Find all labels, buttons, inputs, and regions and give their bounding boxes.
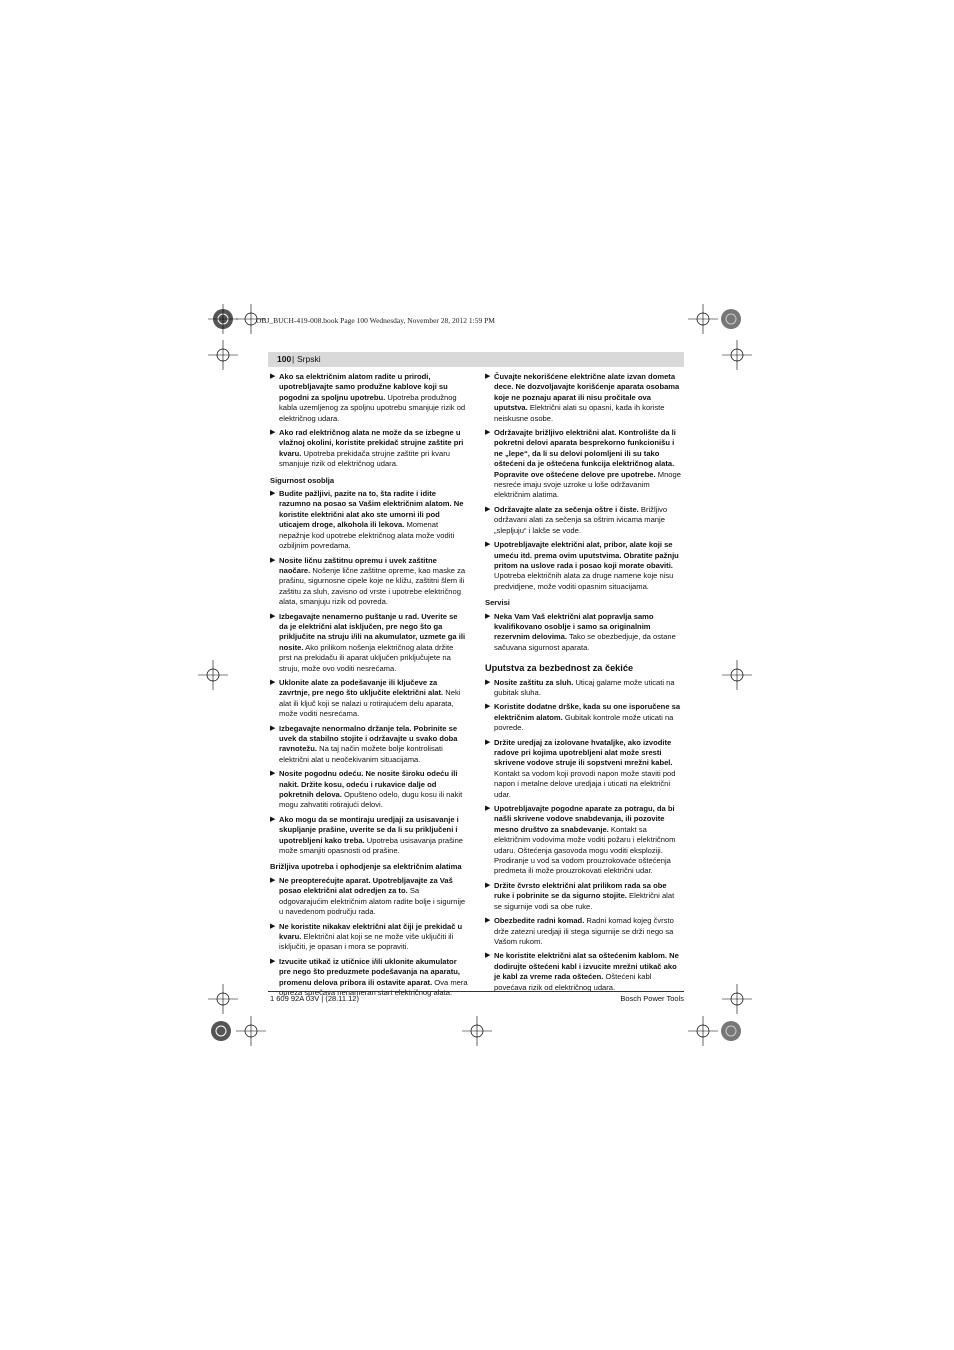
item-text: Ako prilikom nošenja električnog alata držite prst na prekidaču ili aparat uključen priključujete na struju, može ovo voditi nesrećama.: [279, 642, 454, 673]
left-column: [270, 372, 468, 1002]
item-emphasis: Nosite pogodnu odeću. Ne nosite široku odeću ili nakit. Držite kosu, odeću i rukavice dalje od pokretnih delova.: [279, 769, 458, 800]
list-item: [485, 951, 683, 993]
list-item: [270, 922, 468, 953]
list: [270, 489, 468, 856]
list-item: [485, 881, 683, 912]
item-emphasis: Ako mogu da se montiraju uredjaji za usisavanje i skupljanje prašine, uverite se da li su priključeni i upotrebljeni kako treba.: [279, 814, 459, 845]
list-item: [270, 815, 468, 857]
bullet-triangle-icon: ▶: [485, 881, 491, 889]
item-text: Električni alat koji se ne može više uključiti ili isključiti, je opasan i mora se popraviti.: [279, 931, 454, 952]
bullet-triangle-icon: ▶: [485, 678, 491, 686]
bullet-triangle-icon: ▶: [485, 429, 491, 437]
item-emphasis: Držite čvrsto električni alat prilikom rada sa obe ruke i pobrinite se da sigurno stojite.: [494, 880, 667, 901]
item-text: Ova mera opreza sprečava nenameran start električnog alata.: [279, 977, 468, 997]
list-item: [485, 372, 683, 424]
list: [485, 678, 683, 993]
footer-brand: Bosch Power Tools: [620, 994, 684, 1003]
list-item: [485, 540, 683, 592]
bullet-triangle-icon: ▶: [485, 917, 491, 925]
item-emphasis: Izbegavajte nenamerno puštanje u rad. Uverite se da je električni alat isključen, pre nego što ga priključite na struju i/ili na akumulator, uzmete ga ili nosite.: [279, 611, 466, 652]
header-language: Srpski: [297, 354, 321, 364]
item-emphasis: Ako sa električnim alatom radite u prirodi, upotrebljavajte samo produžne kablove koji su pogodni za spoljnu upotrebu.: [279, 372, 448, 402]
item-emphasis: Ne koristite električni alat sa oštećenim kablom. Ne dodirujte oštećeni kabl i izvucite mrežni utikač ako je kabl za vreme rada oštećen.: [494, 951, 679, 982]
list-item: [485, 678, 683, 699]
bullet-triangle-icon: ▶: [270, 876, 276, 884]
list-item: [270, 678, 468, 720]
item-emphasis: Budite pažljivi, pazite na to, šta radite i idite razumno na posao sa Vašim električnim alatom. Ne koristite električni alat ako ste umorni ili pod uticajem droge, alkohola ili lekova.: [279, 489, 464, 530]
item-text: Radni komad kojeg čvrsto drže zatezni uredjaji ili stega sigurnije se drži nego sa Vašom rukom.: [494, 916, 674, 946]
registration-mark-icon: [208, 984, 238, 1014]
list-item: [485, 738, 683, 800]
bullet-triangle-icon: ▶: [270, 429, 276, 437]
section-heading: Sigurnost osoblja: [270, 475, 335, 485]
registration-mark-icon: [198, 660, 228, 690]
item-text: Momenat nepažnje kod upotrebe električnog alata može voditi ozbiljnim povredama.: [279, 520, 455, 551]
bullet-triangle-icon: ▶: [270, 770, 276, 778]
list-item: [270, 876, 468, 918]
bullet-triangle-icon: ▶: [485, 373, 491, 380]
item-text: Oštećeni kabl povećava rizik od električnog udara.: [494, 972, 652, 992]
item-emphasis: Neka Vam Vaš električni alat popravlja samo kvalifikovano osoblje i samo sa originalnim rezervnim delovima.: [494, 611, 654, 642]
item-emphasis: Izvucite utikač iz utičnice i/ili uklonite akumulator pre nego što preduzmete podešavanja na aparatu, promenu delova pribora ili ostavite aparat.: [279, 956, 461, 987]
page-header: [268, 352, 684, 367]
item-text: Nošenje lične zaštitne opreme, kao maske za prašinu, sigurnosne cipele koje ne kližu, zaštitni šlem ili zaštitu za sluh, zavisno od vrste i upotrebe električnog alata, smanjuju rizik od povreda.: [279, 565, 466, 607]
bullet-triangle-icon: ▶: [270, 490, 276, 498]
registration-mark-icon: [462, 1016, 492, 1046]
item-emphasis: Izbegavajte nenormalno držanje tela. Pobrinite se uvek da stabilno stojite i održavajte u svako doba ravnotežu.: [279, 723, 458, 754]
item-emphasis: Koristite dodatne drške, kada su one isporučene sa električnim alatom.: [494, 702, 681, 722]
footer-rule: [268, 991, 684, 992]
list-item: [485, 505, 683, 536]
bullet-triangle-icon: ▶: [485, 612, 491, 620]
list-item: [270, 724, 468, 766]
registration-mark-icon: [206, 1016, 236, 1046]
item-text: Brižljivo održavani alati za sečenja sa oštrim ivicama manje „slepljuju“ i lakše se vode.: [494, 504, 668, 535]
registration-mark-icon: [716, 304, 746, 334]
bullet-triangle-icon: ▶: [485, 541, 491, 549]
item-text: Električni alati su opasni, kada ih koriste neiskusne osobe.: [494, 403, 665, 423]
registration-mark-icon: [722, 660, 752, 690]
registration-mark-icon: [236, 1016, 266, 1046]
item-emphasis: Održavajte alate za sečenja oštre i čiste.: [494, 504, 639, 514]
item-text: Upotreba prekidača strujne zaštite pri kvaru smanjuje rizik od električnog udara.: [279, 448, 450, 469]
item-emphasis: Držite uredjaj za izolovane hvataljke, ako izvodite radove pri kojima upotrebljeni alat može sresti skrivene vodove struje ili sopstveni mrežni kabel.: [494, 737, 673, 768]
bullet-triangle-icon: ▶: [485, 505, 491, 513]
bullet-triangle-icon: ▶: [270, 678, 276, 686]
list-item: [270, 957, 468, 999]
bullet-triangle-icon: ▶: [270, 612, 276, 620]
item-text: Upotreba usisavanja prašine može smanjiti opasnosti od prašine.: [279, 835, 464, 856]
bullet-triangle-icon: ▶: [485, 703, 491, 711]
list-item: [270, 428, 468, 470]
item-text: Na taj način možete bolje kontrolisati električni alat u neočekivanim situacijama.: [279, 744, 443, 764]
item-emphasis: Čuvajte nekorišćene električne alate izvan dometa dece. Ne dozvoljavajte korišćenje aparata osobama koje ne poznaju aparat ili nisu pročitale ova uputstva.: [494, 372, 680, 413]
registration-mark-icon: [722, 984, 752, 1014]
registration-mark-icon: [716, 1016, 746, 1046]
item-emphasis: Uklonite alate za podešavanje ili ključeve za zavrtnje, pre nego što uključite električni alat.: [279, 677, 444, 698]
item-text: Električni alat se sigurnije vodi sa obe ruke.: [494, 891, 675, 911]
list-item: [485, 916, 683, 947]
bullet-triangle-icon: ▶: [270, 556, 276, 564]
registration-mark-icon: [208, 340, 238, 370]
page-number: 100: [277, 354, 292, 364]
item-emphasis: Održavajte brižljivo električni alat. Kontrolište da li pokretni delovi aparata besprekorno funkcionišu i ne „lepe“, da li su delovi polomljeni ili su tako oštećeni da je oštećena funkcija električnog alata. Popravite ove oštećene delove pre upotrebe.: [494, 428, 676, 479]
item-text: Uticaj galame može uticati na gubitak sluha.: [494, 677, 675, 697]
item-emphasis: Nosite zaštitu za sluh.: [494, 677, 574, 687]
bullet-triangle-icon: ▶: [485, 952, 491, 960]
bullet-triangle-icon: ▶: [270, 373, 276, 380]
registration-mark-icon: [236, 304, 266, 334]
item-text: Opušteno odelo, dugu kosu ili nakit mogu zahvatiti rotirajući delovi.: [279, 790, 463, 810]
print-slug: OBJ_BUCH-419-008.book Page 100 Wednesday, November 28, 2012 1:59 PM: [256, 316, 495, 325]
list-item: [485, 428, 683, 501]
registration-mark-icon: [688, 1016, 718, 1046]
list-item: [270, 769, 468, 811]
registration-mark-icon: [688, 304, 718, 334]
list: [485, 612, 683, 654]
list-item: [270, 556, 468, 608]
bullet-triangle-icon: ▶: [485, 738, 491, 746]
item-text: Kontakt sa električnim vodovima može voditi požaru i električnom udaru. Oštećenja gasovoda mogu voditi eksploziji. Prodiranje u vod sa vodom prouzrokovaće oštećenja predmeta ili može prouzrokovati električni udar.: [494, 824, 676, 876]
section-heading: Brižljiva upotreba i ophodjenje sa električnim alatima: [270, 862, 462, 872]
list: [270, 876, 468, 998]
item-emphasis: Ne preopterećujte aparat. Upotrebljavajte za Vaš posao električni alat odredjen za to.: [279, 875, 453, 896]
bullet-triangle-icon: ▶: [270, 724, 276, 732]
registration-mark-icon: [722, 340, 752, 370]
list: [485, 372, 683, 592]
bullet-triangle-icon: ▶: [270, 815, 276, 823]
section-heading: Servisi: [485, 598, 510, 608]
item-text: Upotreba električnih alata za druge namene koje nisu predvidjene, može voditi opasnim situacijama.: [494, 571, 674, 591]
bullet-triangle-icon: ▶: [270, 957, 276, 965]
registration-mark-icon: [208, 304, 238, 334]
bullet-triangle-icon: ▶: [485, 805, 491, 813]
list-item: [485, 702, 683, 733]
list: [270, 372, 468, 470]
list-item: [270, 372, 468, 424]
item-text: Gubitak kontrole može uticati na povrede.: [494, 712, 674, 733]
item-emphasis: Upotrebljavajte električni alat, pribor, alate koji se umeću itd. prema ovim uputstvima. Obratite pažnju pritom na uslove rada i posao koji morate obaviti.: [494, 540, 679, 570]
item-emphasis: Obezbedite radni komad.: [494, 916, 585, 926]
item-emphasis: Ne koristite nikakav električni alat čiji je prekidač u kvaru.: [279, 921, 463, 941]
item-emphasis: Upotrebljavajte pogodne aparate za potragu, da bi našli skrivene vodove snabdevanja, ili pozovite mesno društvo za snabdevanje.: [494, 804, 675, 834]
list-item: [270, 612, 468, 674]
section-title: Uputstva za bezbednost za čekiće: [485, 663, 634, 674]
bullet-triangle-icon: ▶: [270, 922, 276, 930]
item-text: Mnoge nesreće imaju svoje uzroke u loše održavanim električnim alatima.: [494, 469, 681, 500]
list-item: [485, 804, 683, 877]
item-text: Kontakt sa vodom koji provodi napon može staviti pod napon i metalne delove uredjaja i uticati na električni udar.: [494, 768, 676, 799]
item-emphasis: Ako rad električnog alata ne može da se izbegne u vlažnoj okolini, koristite prekidač strujne zaštite pri kvaru.: [279, 428, 464, 458]
right-column: [485, 372, 683, 997]
footer-doc-id: 1 609 92A 03V | (28.11.12): [270, 994, 359, 1003]
item-emphasis: Nosite ličnu zaštitnu opremu i uvek zaštitne naočare.: [279, 555, 437, 575]
item-text: Neki alat ili ključ koji se nalazi u rotirajućem delu aparata, može voditi nesrećama.: [279, 688, 461, 719]
item-text: Upotreba produžnog kabla uzemljenog za spoljnu upotrebu smanjuje rizik od električnog udara.: [279, 392, 466, 423]
header-separator: |: [292, 354, 295, 364]
item-text: Sa odgovarajućim električnim alatom radite bolje i sigurnije u navedenom području rada.: [279, 886, 466, 917]
list-item: [485, 612, 683, 654]
list-item: [270, 489, 468, 551]
item-text: Tako se obezbedjuje, da ostane sačuvana sigurnost aparata.: [494, 632, 676, 652]
